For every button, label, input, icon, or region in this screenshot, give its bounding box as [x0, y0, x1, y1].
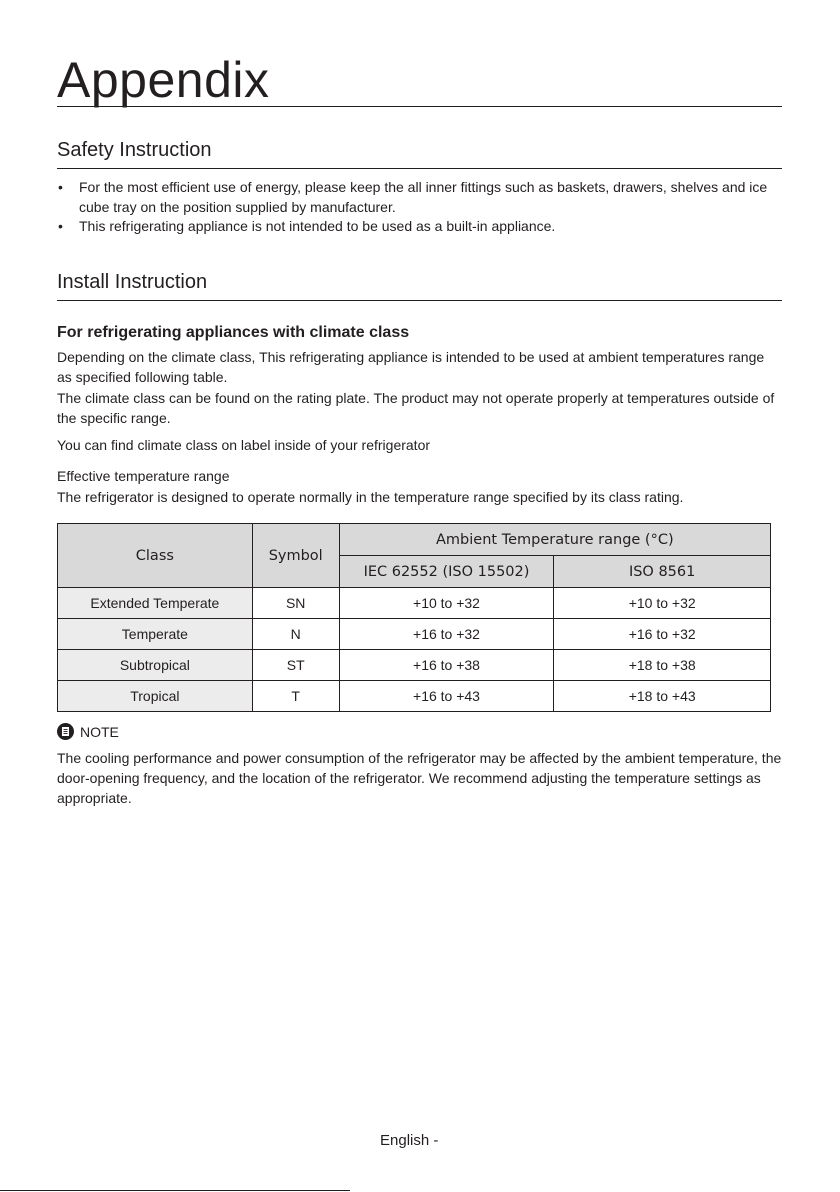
header-symbol: Symbol: [252, 524, 339, 588]
table-row: [58, 650, 771, 681]
safety-divider: [57, 168, 782, 169]
note-label-text: NOTE: [80, 723, 119, 740]
cell-symbol: ST: [252, 650, 339, 681]
table-row: [58, 588, 771, 619]
bullet-item: • This refrigerating appliance is not intended to be used as a built-in appliance.: [57, 217, 782, 237]
cell-iec: +16 to +43: [339, 681, 554, 712]
header-iec: IEC 62552 (ISO 15502): [339, 556, 554, 588]
note-text: The cooling performance and power consumption of the refrigerator may be affected by the ambient temperature, the door-opening frequency, and the location of the refrigerator. We recommend adjusting the temperature settings as appropriate.: [57, 750, 782, 806]
note-icon: [57, 723, 74, 740]
climate-class-subheading: For refrigerating appliances with climate class: [57, 324, 410, 341]
bottom-divider: [0, 1190, 350, 1191]
install-heading: Install Instruction: [57, 271, 208, 293]
cell-iso: +18 to +38: [554, 650, 771, 681]
chapter-divider: [57, 106, 782, 107]
range-subheading: Effective temperature range: [57, 468, 230, 484]
cell-class: Extended Temperate: [58, 588, 253, 619]
header-ambient-range: Ambient Temperature range (°C): [339, 524, 770, 556]
safety-heading: Safety Instruction: [57, 139, 212, 161]
cell-iso: +18 to +43: [554, 681, 771, 712]
cell-iec: +16 to +32: [339, 619, 554, 650]
cell-symbol: T: [252, 681, 339, 712]
cell-iso: +10 to +32: [554, 588, 771, 619]
install-divider: [57, 300, 782, 301]
install-paragraph: Depending on the climate class, This refrigerating appliance is intended to be used at ambient temperatures range as specified following table.: [57, 349, 765, 385]
note-label: [57, 723, 119, 740]
cell-class: Subtropical: [58, 650, 253, 681]
page-footer: English -: [380, 1132, 439, 1149]
range-paragraph: The refrigerator is designed to operate normally in the temperature range specified by its class rating.: [57, 489, 684, 505]
install-paragraph: The climate class can be found on the rating plate. The product may not operate properly at temperatures outside of the specific range.: [57, 390, 775, 426]
header-iso: ISO 8561: [554, 556, 771, 588]
cell-iso: +16 to +32: [554, 619, 771, 650]
bullet-item: • For the most efficient use of energy, please keep the all inner fittings such as baskets, drawers, shelves and ice cube tray on the position supplied by manufacturer.: [57, 178, 782, 217]
header-class: Class: [58, 524, 253, 588]
climate-class-table: [57, 523, 771, 712]
cell-symbol: SN: [252, 588, 339, 619]
cell-iec: +10 to +32: [339, 588, 554, 619]
chapter-title: Appendix: [57, 52, 270, 108]
table-row: [58, 619, 771, 650]
table-row: [58, 681, 771, 712]
cell-symbol: N: [252, 619, 339, 650]
safety-bullet-list: [57, 178, 782, 237]
install-paragraph: You can find climate class on label inside of your refrigerator: [57, 437, 431, 453]
cell-iec: +16 to +38: [339, 650, 554, 681]
cell-class: Temperate: [58, 619, 253, 650]
cell-class: Tropical: [58, 681, 253, 712]
